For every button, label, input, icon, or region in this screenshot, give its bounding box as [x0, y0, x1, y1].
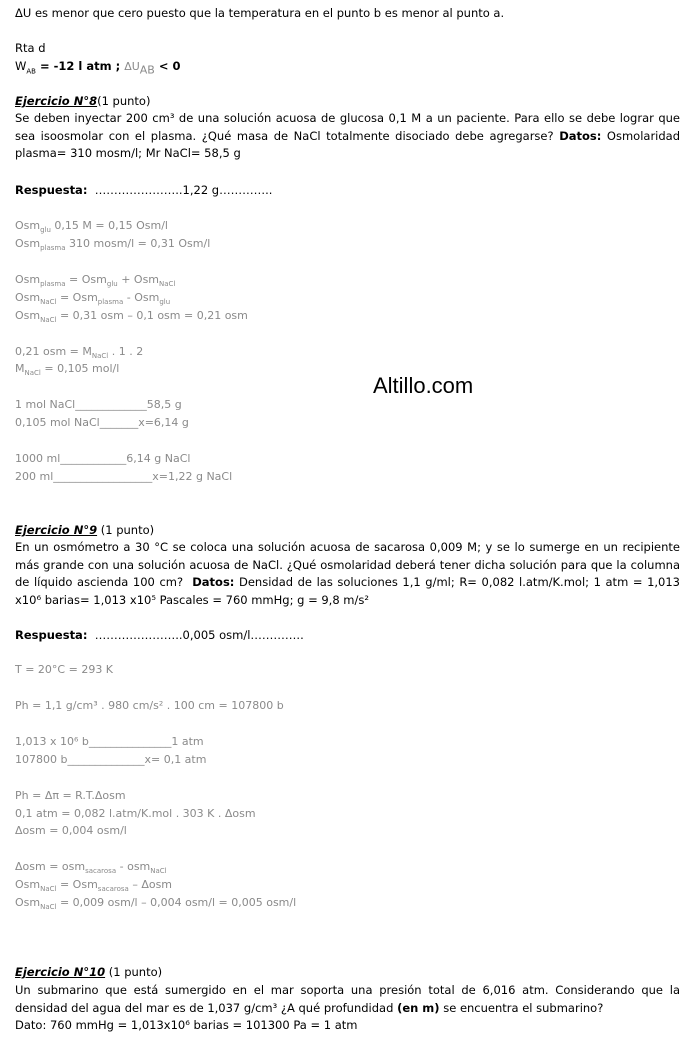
exercise-10-statement: [15, 982, 680, 1035]
ex9-step: Δosm = 0,004 osm/l: [15, 824, 127, 837]
ex9-step: Ph = 1,1 g/cm³ . 980 cm/s² . 100 cm = 107800 b: [15, 699, 284, 712]
exercise-8-line-2: [15, 128, 680, 146]
exercise-9-line-2: más grande con una solución acuosa de NaCl. ¿Qué osmolaridad deberá tener dicha solución para que la columna: [15, 557, 680, 572]
exercise-8-answer-value: …………………..1,22 g…………..: [94, 183, 273, 197]
exercise-10-unit: (en m): [397, 1000, 440, 1015]
ex9-step: Osm$_{NaCl}$ = Osm$_{sacarosa}$ – Δosm: [15, 878, 173, 894]
exercise-9-answer-label: Respuesta:: [15, 628, 88, 642]
ex8-step: Osm$_{plasma}$ 310 mosm/l = 0,31 Osm/l: [15, 237, 211, 253]
energy-subscript: AB: [139, 63, 155, 77]
exercise-9-line-4: x10⁶ barias= 1,013 x10⁵ Pascales = 760 mmHg; g = 9,8 m/s²: [15, 592, 369, 607]
energy-value: < 0: [154, 59, 181, 73]
exercise-8-answer: [15, 183, 272, 197]
work-subscript: AB: [26, 67, 36, 76]
exercise-9-answer: [15, 628, 304, 642]
exercise-8-line-2-tail: Osmolaridad: [601, 128, 681, 143]
exercise-9-title: Ejercicio N°9: [15, 523, 98, 537]
exercise-10-heading: [15, 965, 162, 979]
exercise-8-heading: [15, 94, 150, 108]
exercise-9-answer-value: …………………..0,005 osm/l…………..: [94, 628, 304, 642]
ex9-step: 107800 b______________x= 0,1 atm: [15, 753, 207, 766]
exercise-10-line-2-tail: se encuentra el submarino?: [439, 1000, 604, 1015]
exercise-9-line-3-tail: Densidad de las soluciones 1,1 g/ml; R= 0,082 l.atm/K.mol; 1 atm = 1,013: [234, 575, 680, 589]
exercise-8-line-2-text: sea isoosmolar con el plasma. ¿Qué masa de NaCl totalmente disociado debe agregarse?: [15, 128, 554, 143]
ex9-step: Osm$_{NaCl}$ = 0,009 osm/l – 0,004 osm/l = 0,005 osm/l: [15, 896, 297, 912]
exercise-10-line-3: Dato: 760 mmHg = 1,013x10⁶ barias = 101300 Pa = 1 atm: [15, 1018, 358, 1032]
energy-symbol: ΔU: [124, 60, 140, 73]
exercise-8-points: (1 punto): [97, 94, 151, 108]
exercise-9-points: (1 punto): [97, 523, 155, 537]
ex8-step: 0,21 osm = $M_{NaCl}$ . 1 . 2: [15, 345, 144, 361]
exercise-8-statement: [15, 110, 680, 163]
ex8-step: 1000 ml____________6,14 g NaCl: [15, 452, 191, 465]
exercise-8-line-3: plasma= 310 mosm/l; Mr NaCl= 58,5 g: [15, 146, 241, 160]
exercise-8-title: Ejercicio N°8: [15, 94, 98, 108]
ex9-step: 1,013 x 10⁶ b_______________1 atm: [15, 735, 204, 748]
exercise-10-title: Ejercicio N°10: [15, 965, 106, 979]
exercise-9-heading: [15, 523, 154, 537]
work-symbol: W: [15, 59, 27, 73]
exercise-9-datos: Datos:: [192, 575, 235, 589]
exercise-8-answer-label: Respuesta:: [15, 183, 88, 197]
exercise-10-line-2: [15, 1000, 680, 1018]
ex8-step: $M_{NaCl} = 0,105$ mol/l: [15, 362, 120, 378]
exercise-9-line-3: [15, 574, 680, 592]
ex9-step: 0,1 atm = 0,082 l.atm/K.mol . 303 K . Δosm: [15, 807, 256, 820]
exercise-8-line-1: Se deben inyectar 200 cm³ de una solución acuosa de glucosa 0,1 M a un paciente. Para ello se debe lograr que: [15, 111, 680, 125]
exercise-9-line-3-text: de líquido ascienda 100 cm?: [15, 575, 184, 589]
ex8-step: 1 mol NaCl_____________58,5 g: [15, 398, 182, 411]
ex8-step: 200 ml__________________x=1,22 g NaCl: [15, 470, 233, 483]
ex8-step: Osm$_{NaCl}$ = 0,31 osm – 0,1 osm = 0,21 osm: [15, 309, 248, 325]
watermark: Altillo.com: [373, 373, 474, 398]
exercise-8-datos: Datos:: [559, 128, 602, 143]
intro-statement: ΔU es menor que cero puesto que la temperatura en el punto b es menor al punto a.: [15, 6, 505, 20]
ex8-step: Osm$_{plasma}$ = Osm$_{glu}$ + Osm$_{NaCl}$: [15, 273, 176, 289]
ex8-step: Osm$_{NaCl}$ = Osm$_{plasma}$ - Osm$_{glu}$: [15, 291, 171, 307]
exercise-9-statement: [15, 539, 680, 609]
answer-label: Rta d: [15, 41, 46, 55]
exercise-10-line-1: Un submarino que está sumergido en el mar soporta una presión total de 6,016 atm. Considerando que la: [15, 983, 680, 997]
ex9-step: Δosm = osm$_{sacarosa}$ - osm$_{NaCl}$: [15, 860, 167, 876]
ex9-step: Ph = Δπ = R.T.Δosm: [15, 789, 126, 802]
exercise-10-line-2-text: densidad del agua del mar es de 1,037 g/cm³ ¿A qué profundidad: [15, 1000, 394, 1015]
ex8-step: 0,105 mol NaCl_______x=6,14 g: [15, 416, 189, 429]
work-value: = -12 l atm ;: [35, 59, 125, 73]
work-result: [15, 59, 181, 77]
exercise-9-line-1: En un osmómetro a 30 °C se coloca una solución acuosa de sacarosa 0,009 M; y se lo sumerge en un recipiente: [15, 540, 680, 554]
ex8-step: Osm$_{glu}$ 0,15 M = 0,15 Osm/l: [15, 219, 168, 235]
exercise-10-points: (1 punto): [105, 965, 163, 979]
ex9-step: T = 20°C = 293 K: [15, 663, 114, 676]
